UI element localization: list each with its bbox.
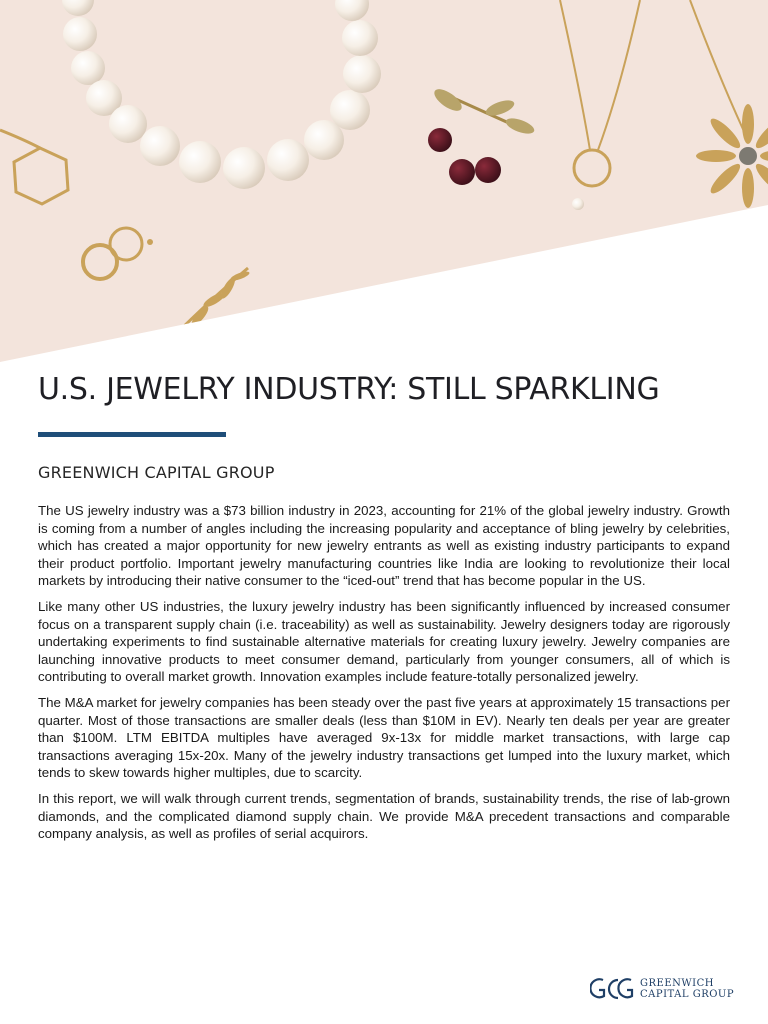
company-logo — [590, 972, 734, 1006]
company-subtitle: GREENWICH CAPITAL GROUP — [38, 463, 275, 482]
report-body — [38, 502, 730, 851]
paragraph-2: Like many other US industries, the luxury jewelry industry has been significantly influenced by increased consumer focus on a transparent supply chain (i.e. traceability) as well as sustainability. Jewelry designers today are rigorously undertaking experiments to find sustainable alternative materials for creating luxury jewelry. Jewelry companies are launching innovative products to meet consumer demand, particularly from younger consumers, all of which is contributing to overall market growth. Innovation examples include feature-totally personalized jewelry. — [38, 598, 730, 685]
gcg-monogram-icon — [590, 975, 634, 1003]
paragraph-4: In this report, we will walk through current trends, segmentation of brands, sustainability trends, the rise of lab-grown diamonds, and the complicated diamond supply chain. We provide M&A precedent transactions and comparable company analysis, as well as profiles of serial acquirors. — [38, 790, 730, 842]
paragraph-3: The M&A market for jewelry companies has been steady over the past five years at approximately 15 transactions per quarter. Most of those transactions are smaller deals (less than $10M in EV). Nearly ten deals per year are greater than $100M. LTM EBITDA multiples have averaged 9x-13x for middle market transactions, with large cap transactions averaging 15x-20x. Many of the jewelry industry transactions get lumped into the luxury market, which tends to skew towards higher multiples, due to scarcity. — [38, 694, 730, 781]
hero-jewelry-photo — [0, 0, 768, 370]
paragraph-1: The US jewelry industry was a $73 billion industry in 2023, accounting for 21% of the global jewelry industry. Growth is coming from a number of angles including the increasing popularity and acceptance of bling jewelry by celebrities, which has created a major opportunity for new jewelry entrants as well as existing industry participants to expand their product portfolio. Important jewelry manufacturing countries like India are looking to revolutionize their local markets by introducing their native consumer to the “iced-out” trend that has become popular in the US. — [38, 503, 730, 589]
logo-line-2: CAPITAL GROUP — [640, 989, 735, 1000]
logo-line-1: GREENWICH — [640, 978, 714, 989]
page-title: U.S. JEWELRY INDUSTRY: STILL SPARKLING — [38, 372, 660, 407]
title-underline — [38, 432, 226, 437]
jewelry-flatlay-photo-icon — [0, 0, 768, 370]
